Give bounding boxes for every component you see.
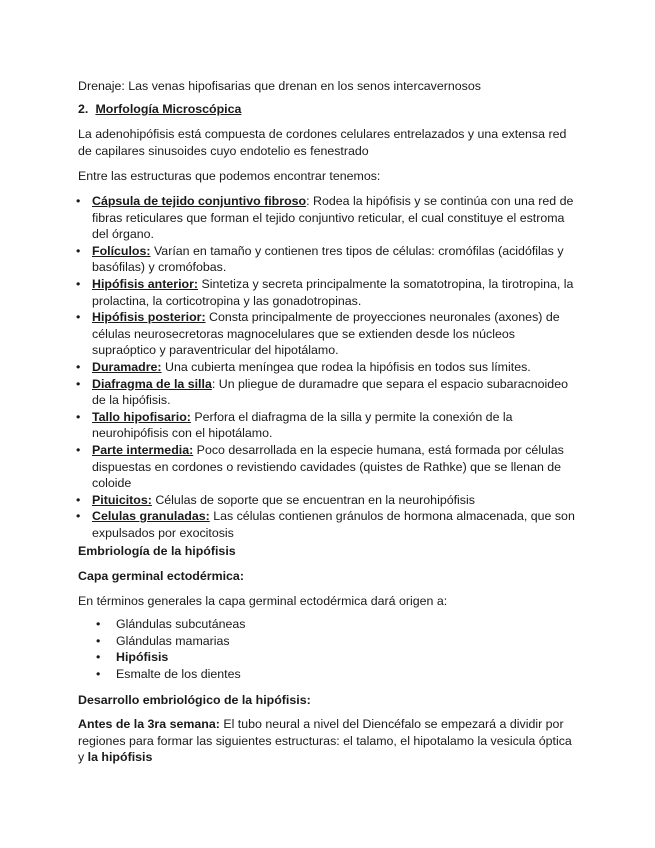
bullet-icon: • [76,276,81,291]
list-item [96,616,496,633]
origins-list [96,616,496,682]
embryology-title: Embriología de la hipófisis [78,544,236,558]
structure-term: Pituicitos: [92,492,152,507]
development-title: Desarrollo embriológico de la hipófisis: [78,693,311,707]
week3-bold-end: la hipófisis [87,750,153,765]
list-item [76,193,578,243]
structure-term: Parte intermedia: [92,442,194,457]
bullet-icon: • [96,650,101,665]
week3-label: Antes de la 3ra semana: [78,717,220,731]
structure-term: Folículos: [92,243,151,258]
week3-text: El tubo neural a nivel del Diencéfalo se empezará a dividir por regiones para formar las siguientes estructuras: el talamo, el hipotalamo la vesicula óptica y [78,717,572,765]
origin-text: Esmalte de los dientes [116,666,241,681]
list-item [96,649,496,666]
list-item [76,309,578,359]
structure-term: Hipófisis posterior: [92,310,206,325]
list-item [96,633,496,650]
section-title: Morfología Microscópica [95,102,242,116]
structure-description: Un pliegue de duramadre que separa el espacio subaracnoideo de la hipófisis. [92,376,568,408]
drainage-line: Drenaje: Las venas hipofisarias que drenan en los senos intercavernosos [78,79,481,93]
bullet-icon: • [76,442,81,457]
term-separator: : [211,376,216,391]
structure-description: Consta principalmente de proyecciones neuronales (axones) de células neurosecretoras magnocelulares que se extienden desde los núcleos supraóptico y paraventricular del hipotálamo. [92,310,560,358]
bullet-icon: • [76,359,81,374]
structure-term: Celulas granuladas: [92,509,210,524]
section-number: 2. [78,102,89,116]
list-item [76,442,578,492]
week3-paragraph [78,716,578,766]
structure-term: Hipófisis anterior: [92,276,199,291]
list-item [76,508,578,541]
bullet-icon: • [76,492,81,507]
bullet-icon: • [76,376,81,391]
list-item [76,409,578,442]
structure-term: Duramadre: [92,359,162,374]
germ-layer-title: Capa germinal ectodérmica: [78,569,244,583]
structures-intro: Entre las estructuras que podemos encontrar tenemos: [78,169,381,183]
bullet-icon: • [76,310,81,325]
structure-description: Varían en tamaño y contienen tres tipos de células: cromófilas (acidófilas y basófilas) y cromófobas. [92,243,564,275]
structure-description: Sintetiza y secreta principalmente la somatotropina, la tirotropina, la prolactina, la corticotropina y las gonadotropinas. [92,276,574,308]
structure-term: Tallo hipofisario: [92,409,191,424]
list-item [76,359,578,376]
list-item [76,276,578,309]
bullet-icon: • [96,633,101,648]
structure-description: Las células contienen gránulos de hormona almacenada, que son expulsados por exocitosis [92,509,575,540]
list-item [76,243,578,276]
origin-text: Glándulas subcutáneas [116,617,246,631]
section-heading [78,101,241,118]
structure-description: Perfora el diafragma de la silla y permite la conexión de la neurohipófisis con el hipotálamo. [92,409,513,441]
structure-description: Poco desarrollada en la especie humana, está formada por células dispuestas en cordones o revistiendo cavidades (quistes de Rathke) que se llenan de coloide [92,442,564,491]
list-item [76,376,578,409]
structure-description: Una cubierta meníngea que rodea la hipófisis en todos sus límites. [161,359,531,374]
structure-description: Rodea la hipófisis y se continúa con una red de fibras reticulares que forman el tejido conjuntivo reticular, el cual constituye el estroma del órgano. [92,194,574,242]
structure-description: Células de soporte que se encuentran en la neurohipófisis [151,492,475,507]
bullet-icon: • [96,666,101,681]
bullet-icon: • [76,509,81,524]
bullet-icon: • [76,194,81,208]
structures-list [76,193,578,541]
germ-layer-intro: En términos generales la capa germinal ectodérmica dará origen a: [78,594,448,608]
structure-term: Diafragma de la silla [92,376,212,391]
origin-text: Glándulas mamarias [116,633,230,648]
bullet-icon: • [76,409,81,424]
list-item [76,492,578,509]
list-item [96,666,496,683]
term-separator: : [306,194,310,208]
bullet-icon: • [96,617,101,631]
origin-text: Hipófisis [116,650,169,665]
intro-paragraph: La adenohipófisis está compuesta de cordones celulares entrelazados y una extensa red de capilares sinusoides cuyo endotelio es fenestrado [78,127,567,158]
bullet-icon: • [76,243,81,258]
structure-term: Cápsula de tejido conjuntivo fibroso [92,194,307,208]
